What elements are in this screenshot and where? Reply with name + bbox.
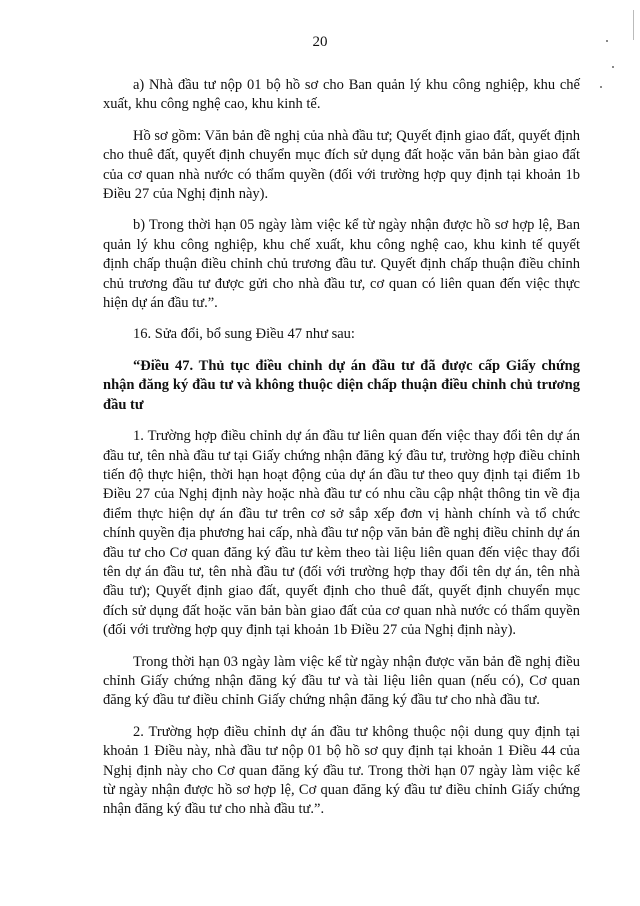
paragraph-a: a) Nhà đầu tư nộp 01 bộ hồ sơ cho Ban quản lý khu công nghiệp, khu chế xuất, khu công nghệ cao, khu kinh tế. bbox=[103, 77, 580, 113]
scan-speck bbox=[600, 86, 602, 88]
paragraph-deadline: Trong thời hạn 03 ngày làm việc kể từ ngày nhận được văn bản đề nghị điều chỉnh Giấy chứng nhận đăng ký đầu tư và tài liệu liên quan (nếu có), Cơ quan đăng ký đầu tư điều chỉnh Giấy chứng nhận đăng ký đầu tư cho nhà đầu tư. bbox=[103, 653, 580, 709]
paragraph-clause-2: 2. Trường hợp điều chỉnh dự án đầu tư không thuộc nội dung quy định tại khoản 1 Điều này, nhà đầu tư nộp 01 bộ hồ sơ quy định tại khoản 1 Điều 44 của Nghị định này cho Cơ quan đăng ký đầu tư. Trong thời hạn 07 ngày làm việc kể từ ngày nhận được hồ sơ hợp lệ, Cơ quan đăng ký đầu tư điều chỉnh Giấy chứng nhận đăng ký đầu tư cho nhà đầu tư.”. bbox=[103, 723, 580, 818]
paragraph-dossier: Hồ sơ gồm: Văn bản đề nghị của nhà đầu tư; Quyết định giao đất, quyết định cho thuê đất, quyết định chuyển mục đích sử dụng đất hoặc văn bản bàn giao đất của cơ quan nhà nước có thẩm quyền (đối với trường hợp quy định tại khoản 1b Điều 27 của Nghị định này). bbox=[103, 127, 580, 203]
scan-speck bbox=[612, 66, 614, 68]
page-number: 20 bbox=[312, 34, 328, 50]
article-47-heading: “Điều 47. Thủ tục điều chỉnh dự án đầu tư đã được cấp Giấy chứng nhận đăng ký đầu tư và không thuộc diện chấp thuận điều chỉnh chủ trương đầu tư bbox=[103, 357, 580, 413]
scan-speck bbox=[606, 40, 608, 42]
scan-speck bbox=[633, 10, 634, 40]
paragraph-clause-1: 1. Trường hợp điều chỉnh dự án đầu tư liên quan đến việc thay đổi tên dự án đầu tư, tên nhà đầu tư tại Giấy chứng nhận đăng ký đầu tư, trường hợp điều chỉnh tiến độ thực hiện, thời hạn hoạt động của dự án đầu tư theo quy định tại điểm 1b Điều 27 của Nghị định này hoặc nhà đầu tư có nhu cầu cập nhật thông tin về địa điểm thực hiện dự án đầu tư trên cơ sở sắp xếp đơn vị hành chính và tổ chức chính quyền địa phương hai cấp, nhà đầu tư nộp văn bản đề nghị điều chỉnh dự án đầu tư cho Cơ quan đăng ký đầu tư kèm theo tài liệu liên quan đến việc thay đổi tên dự án đầu tư, tên nhà đầu tư (đối với trường hợp thay đổi tên dự án, tên nhà đầu tư); Quyết định giao đất, quyết định cho thuê đất, quyết định chuyển mục đích sử dụng đất hoặc văn bản bàn giao đất của cơ quan nhà nước có thẩm quyền (đối với trường hợp quy định tại khoản 1b Điều 27 của Nghị định này). bbox=[103, 428, 580, 639]
paragraph-amendment-16: 16. Sửa đổi, bổ sung Điều 47 như sau: bbox=[133, 326, 355, 343]
document-body bbox=[103, 76, 580, 820]
paragraph-b: b) Trong thời hạn 05 ngày làm việc kể từ ngày nhận được hồ sơ hợp lệ, Ban quản lý khu công nghiệp, khu chế xuất, khu công nghệ cao, khu kinh tế quyết định chấp thuận điều chỉnh chủ trương đầu tư. Quyết định chấp thuận điều chỉnh chủ trương đầu tư được gửi cho nhà đầu tư, cơ quan có liên quan đến việc thực hiện dự án đầu tư.”. bbox=[103, 217, 580, 312]
